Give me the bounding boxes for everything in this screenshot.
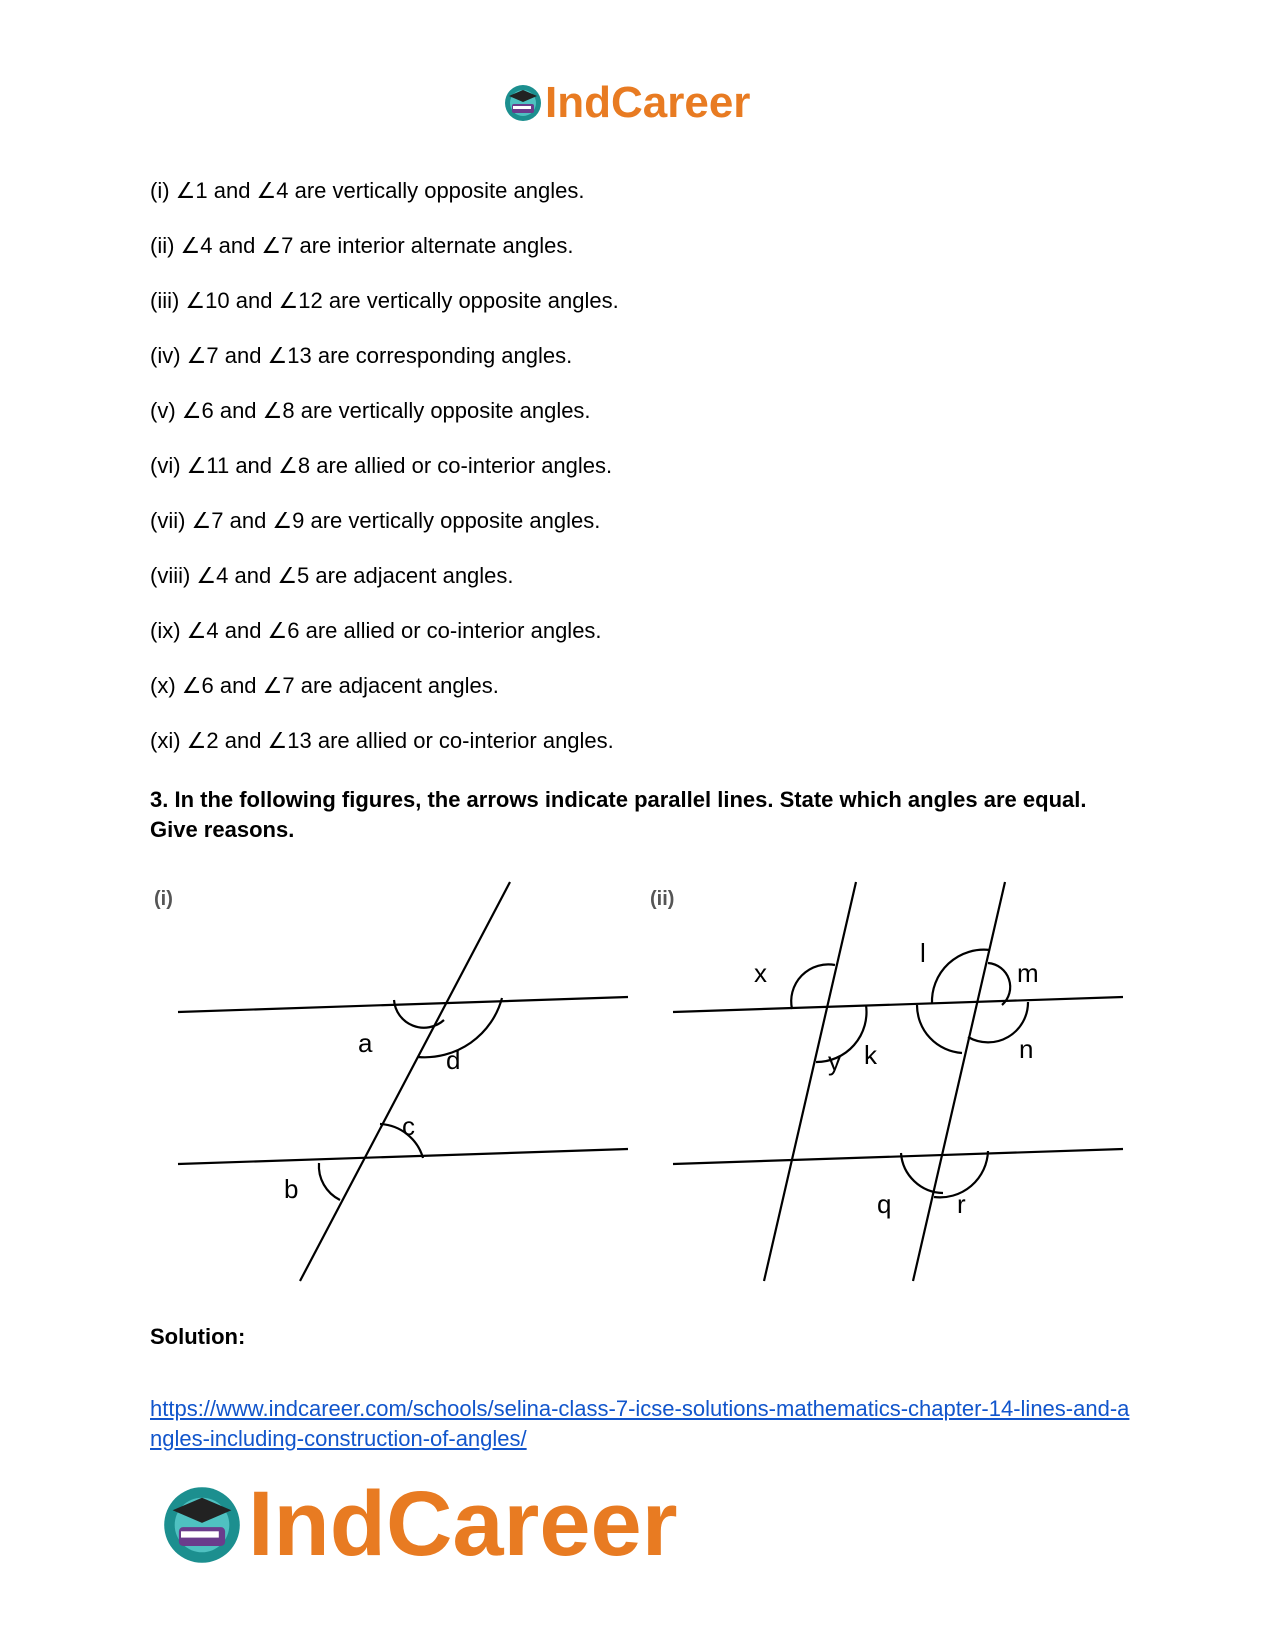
solution-label: Solution:	[150, 1324, 246, 1349]
answer-item: (iv) ∠7 and ∠13 are corresponding angles.	[150, 343, 573, 368]
solution-link[interactable]: https://www.indcareer.com/schools/selina-class-7-icse-solutions-mathematics-chapter-14-lines-and-angles-including-construction-of-angles/	[150, 1396, 1130, 1451]
answer-item: (ii) ∠4 and ∠7 are interior alternate angles.	[150, 233, 574, 258]
question-3: 3. In the following figures, the arrows indicate parallel lines. State which angles are equal. Give reasons.	[150, 787, 1087, 842]
indcareer-logo-top	[503, 78, 750, 128]
answer-item: (i) ∠1 and ∠4 are vertically opposite angles.	[150, 178, 585, 203]
logo-wordmark: IndCareer	[248, 1473, 678, 1575]
answer-list	[150, 176, 619, 781]
answer-item: (v) ∠6 and ∠8 are vertically opposite angles.	[150, 398, 591, 423]
answer-item: (iii) ∠10 and ∠12 are vertically opposite angles.	[150, 288, 619, 313]
fig2-label: (ii)	[650, 888, 675, 910]
fig1-transversal	[300, 882, 510, 1281]
fig2-arc-k	[917, 1005, 962, 1053]
fig2-angle-r: r	[957, 1189, 966, 1219]
fig2-arc-y	[816, 1005, 866, 1062]
fig2-angle-q: q	[877, 1189, 892, 1219]
fig2-angle-k: k	[864, 1040, 877, 1070]
fig1-label: (i)	[154, 888, 173, 910]
graduation-cap-icon	[503, 83, 543, 123]
fig1-parallel-top	[178, 997, 628, 1012]
fig2-angle-x: x	[754, 958, 767, 988]
fig2-angle-l: l	[920, 938, 926, 968]
fig1-parallel-bottom	[178, 1149, 628, 1164]
fig1-angle-a: a	[358, 1028, 373, 1058]
answer-item: (vii) ∠7 and ∠9 are vertically opposite angles.	[150, 508, 601, 533]
answer-item: (vi) ∠11 and ∠8 are allied or co-interior angles.	[150, 453, 613, 478]
answer-item: (viii) ∠4 and ∠5 are adjacent angles.	[150, 563, 514, 588]
parallel-lines-figures	[150, 870, 1130, 1290]
fig2-arc-q	[901, 1153, 943, 1193]
graduation-cap-icon	[160, 1483, 244, 1567]
fig2-arc-m	[988, 963, 1010, 1005]
answer-item: (xi) ∠2 and ∠13 are allied or co-interior angles.	[150, 728, 614, 753]
fig2-transversal-right	[913, 882, 1005, 1281]
logo-wordmark: IndCareer	[545, 78, 751, 127]
answer-item: (ix) ∠4 and ∠6 are allied or co-interior angles.	[150, 618, 602, 643]
fig2-parallel-bottom	[673, 1149, 1123, 1164]
fig2-transversal-left	[764, 882, 856, 1281]
fig1-angle-c: c	[402, 1111, 415, 1141]
fig2-arc-l	[932, 950, 990, 1004]
fig1-angle-d: d	[446, 1045, 461, 1075]
answer-item: (x) ∠6 and ∠7 are adjacent angles.	[150, 673, 499, 698]
fig2-angle-y: y	[828, 1046, 841, 1076]
fig1-angle-b: b	[284, 1174, 299, 1204]
fig1-arc-b	[319, 1163, 340, 1200]
fig2-parallel-top	[673, 997, 1123, 1012]
fig2-angle-m: m	[1017, 958, 1039, 988]
fig2-angle-n: n	[1019, 1034, 1034, 1064]
indcareer-logo-bottom	[160, 1472, 678, 1577]
